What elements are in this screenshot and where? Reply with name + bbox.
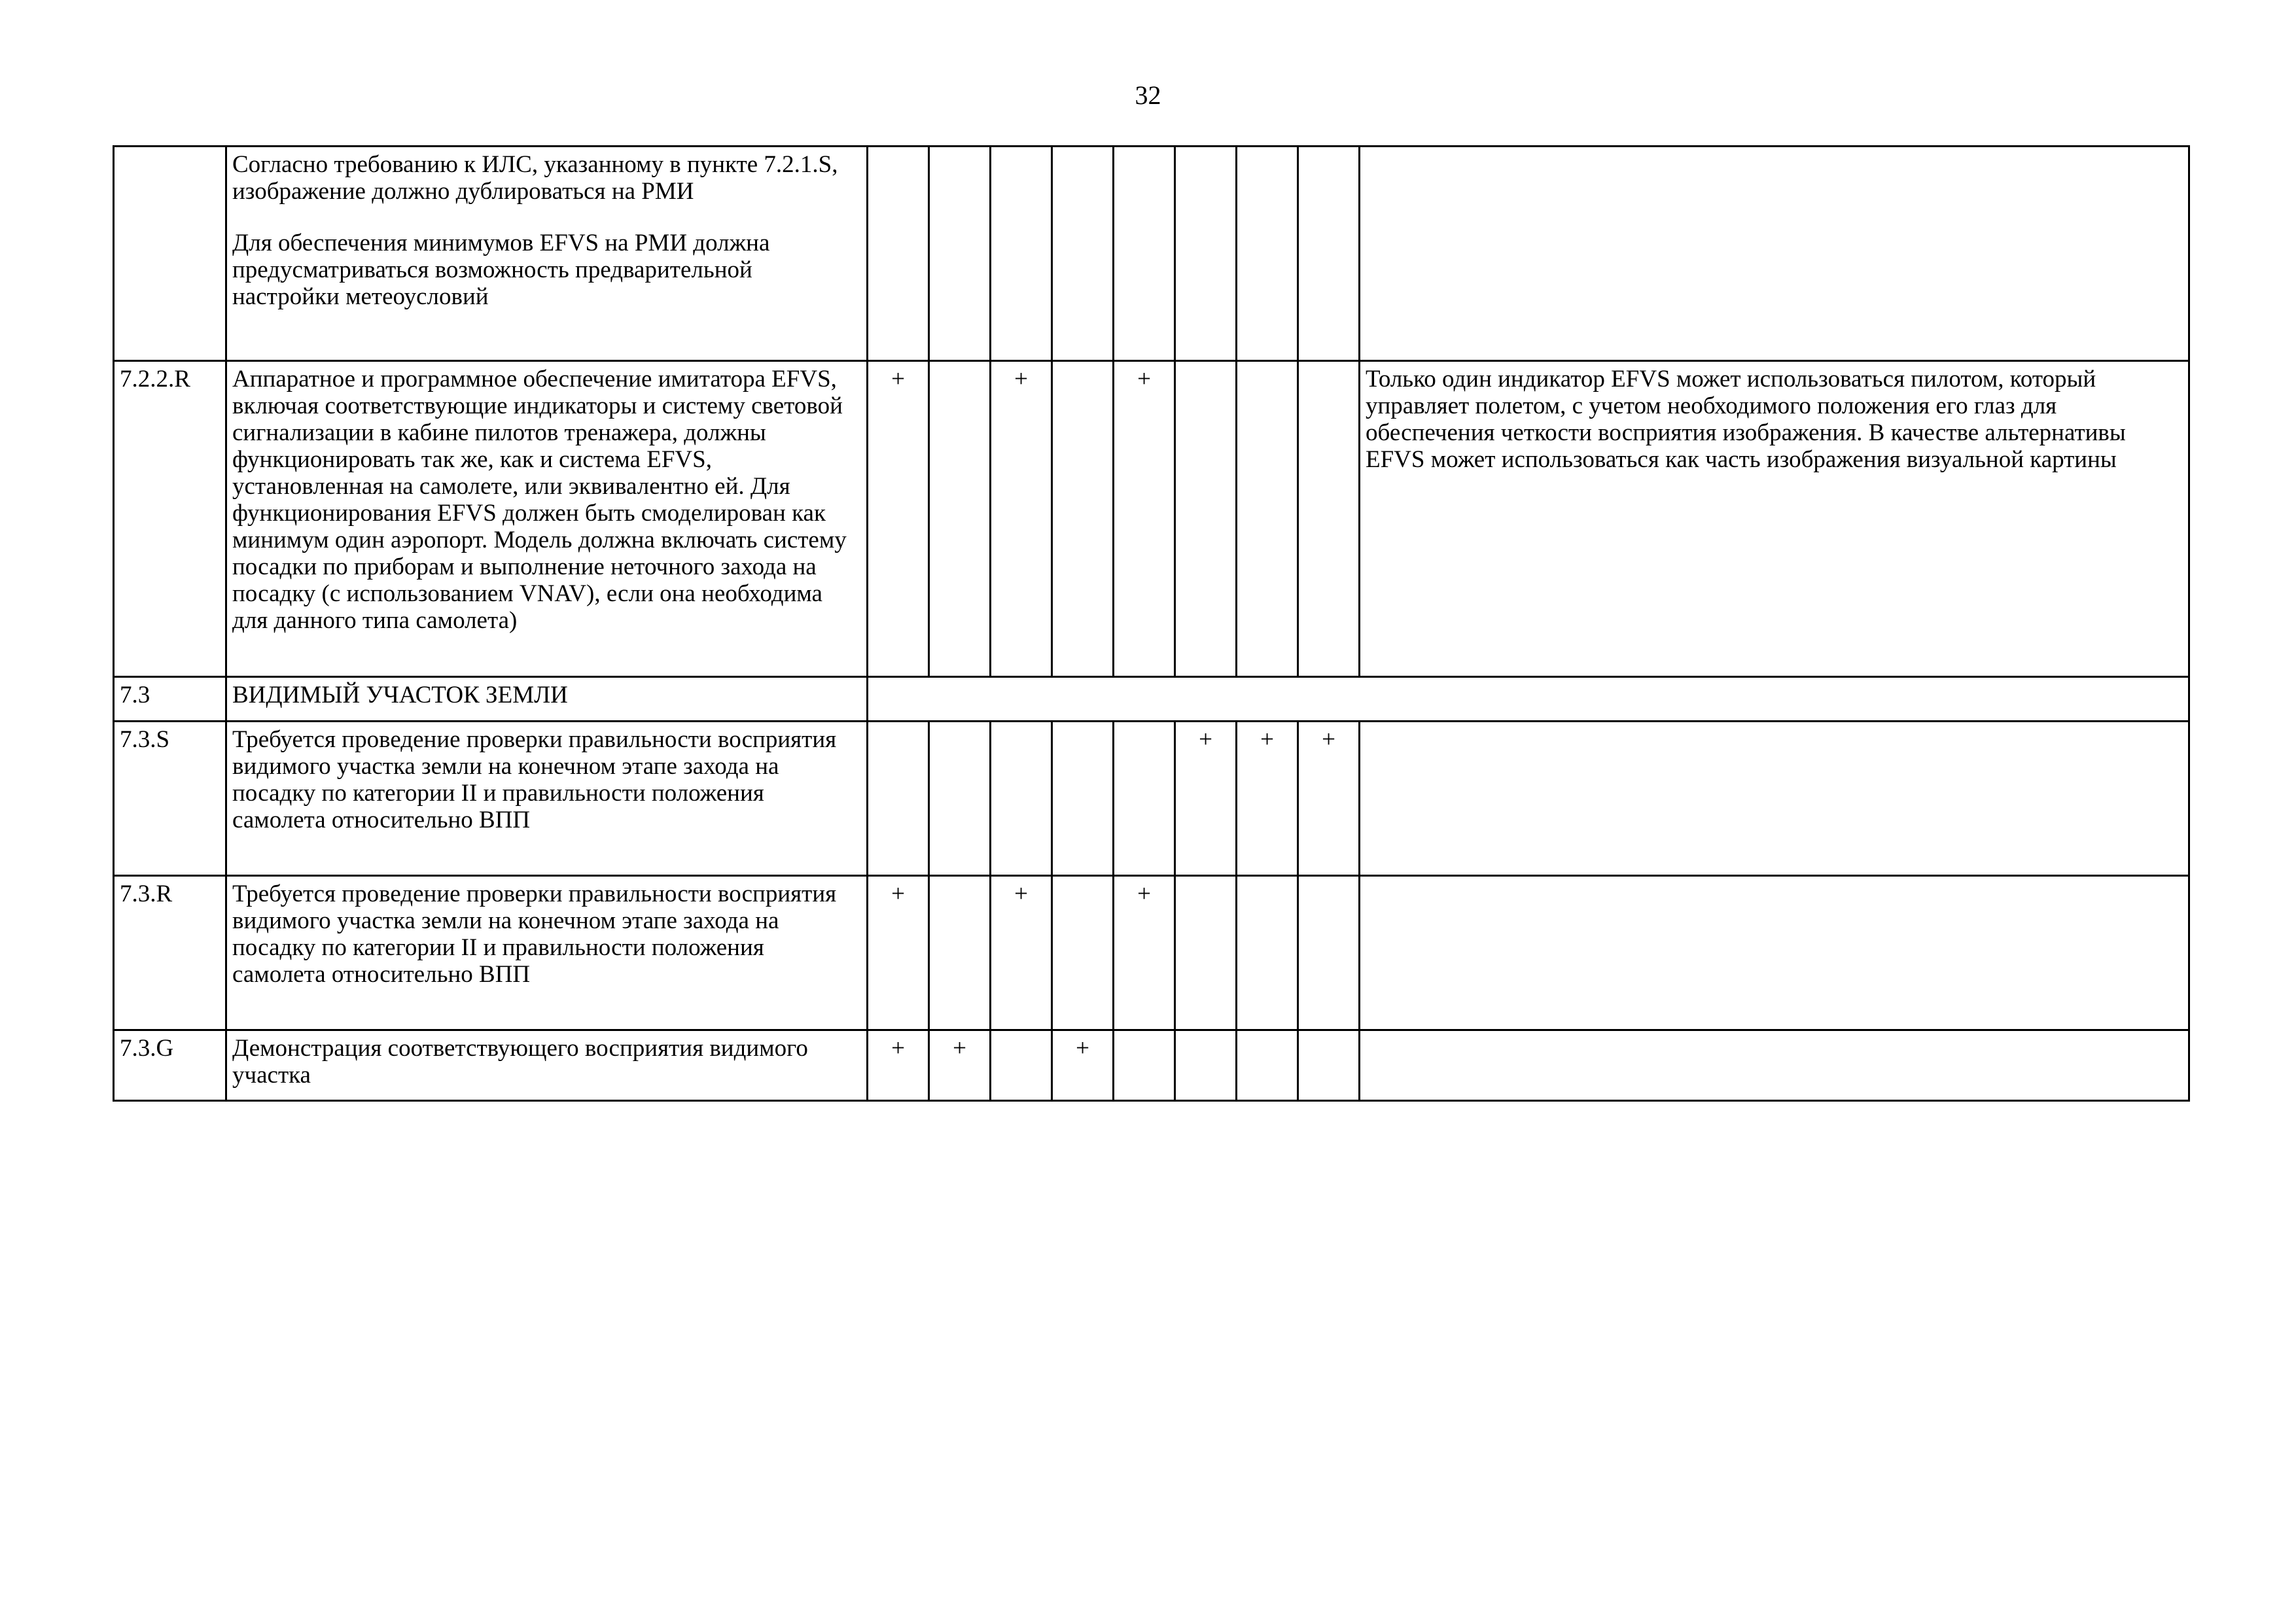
mark-cell (1175, 1030, 1237, 1101)
mark-cell (1298, 1030, 1360, 1101)
mark-cell (1298, 147, 1360, 361)
mark-cell (929, 147, 991, 361)
mark-cell (1052, 361, 1114, 677)
mark-cell: + (868, 1030, 929, 1101)
row-note: Только один индикатор EFVS может использоваться пилотом, который управляет полетом, с учетом необходимого положения его глаз для обеспечения четкости восприятия изображения. В качестве альтернативы EFVS может использоваться как часть изображения визуальной картины (1360, 361, 2189, 677)
mark-cell: + (1175, 722, 1237, 876)
mark-cell (868, 147, 929, 361)
mark-cell: + (868, 876, 929, 1030)
mark-cell (929, 722, 991, 876)
row-note (1360, 1030, 2189, 1101)
mark-cell (1052, 722, 1114, 876)
mark-cell (991, 1030, 1052, 1101)
row-code: 7.3.G (114, 1030, 226, 1101)
section-heading: ВИДИМЫЙ УЧАСТОК ЗЕМЛИ (226, 677, 868, 722)
row-code: 7.3 (114, 677, 226, 722)
mark-cell (1237, 876, 1298, 1030)
mark-cell (991, 147, 1052, 361)
mark-cell (1237, 147, 1298, 361)
description-paragraph: Демонстрация соответствующего восприятия видимого участка (232, 1035, 808, 1089)
mark-cell (1175, 361, 1237, 677)
mark-cell (929, 361, 991, 677)
mark-cell (1052, 147, 1114, 361)
row-description (226, 147, 868, 361)
mark-cell (1298, 361, 1360, 677)
mark-cell (929, 876, 991, 1030)
mark-cell: + (1114, 876, 1175, 1030)
row-note (1360, 722, 2189, 876)
table-row (114, 876, 2189, 1030)
row-description (226, 361, 868, 677)
mark-cell: + (929, 1030, 991, 1101)
mark-cell: + (868, 361, 929, 677)
mark-cell: + (1298, 722, 1360, 876)
mark-cell (1175, 876, 1237, 1030)
mark-cell (1237, 361, 1298, 677)
row-description (226, 876, 868, 1030)
table-row (114, 147, 2189, 361)
row-note (1360, 876, 2189, 1030)
mark-cell (868, 722, 929, 876)
mark-cell (991, 722, 1052, 876)
mark-cell (1114, 722, 1175, 876)
row-code: 7.3.S (114, 722, 226, 876)
page-number: 32 (1135, 80, 1161, 110)
table-row (114, 722, 2189, 876)
row-description (226, 722, 868, 876)
mark-cell (1052, 876, 1114, 1030)
description-paragraph: Согласно требованию к ИЛС, указанному в пункте 7.2.1.S, изображение должно дублироваться на РМИ (232, 151, 838, 205)
mark-cell: + (1114, 361, 1175, 677)
requirements-table (113, 145, 2190, 1102)
row-description (226, 1030, 868, 1101)
mark-cell (1237, 1030, 1298, 1101)
mark-cell: + (1237, 722, 1298, 876)
mark-cell: + (991, 876, 1052, 1030)
table-row (114, 1030, 2189, 1101)
mark-cell (1298, 876, 1360, 1030)
mark-cell (1114, 147, 1175, 361)
mark-cell (1175, 147, 1237, 361)
row-note (1360, 147, 2189, 361)
description-paragraph: Для обеспечения минимумов EFVS на РМИ должна предусматриваться возможность предварительной настройки метеоусловий (232, 230, 770, 310)
row-code: 7.2.2.R (114, 361, 226, 677)
description-paragraph: Требуется проведение проверки правильности восприятия видимого участка земли на конечном этапе захода на посадку по категории II и правильности положения самолета относительно ВПП (232, 726, 837, 833)
mark-cell (1114, 1030, 1175, 1101)
mark-cell: + (1052, 1030, 1114, 1101)
row-code: 7.3.R (114, 876, 226, 1030)
row-code (114, 147, 226, 361)
section-empty-cell (868, 677, 2189, 722)
table-row (114, 361, 2189, 677)
description-paragraph: Аппаратное и программное обеспечение имитатора EFVS, включая соответствующие индикаторы и систему световой сигнализации в кабине пилотов тренажера, должны функционировать так же, как и система EFVS, установленная на самолете, или эквивалентно ей. Для функционирования EFVS должен быть смоделирован как минимум один аэропорт. Модель должна включать систему посадки по приборам и выполнение неточного захода на посадку (с использованием VNAV), если она необходима для данного типа самолета) (232, 366, 847, 634)
mark-cell: + (991, 361, 1052, 677)
description-paragraph: Требуется проведение проверки правильности восприятия видимого участка земли на конечном этапе захода на посадку по категории II и правильности положения самолета относительно ВПП (232, 881, 837, 988)
section-row (114, 677, 2189, 722)
